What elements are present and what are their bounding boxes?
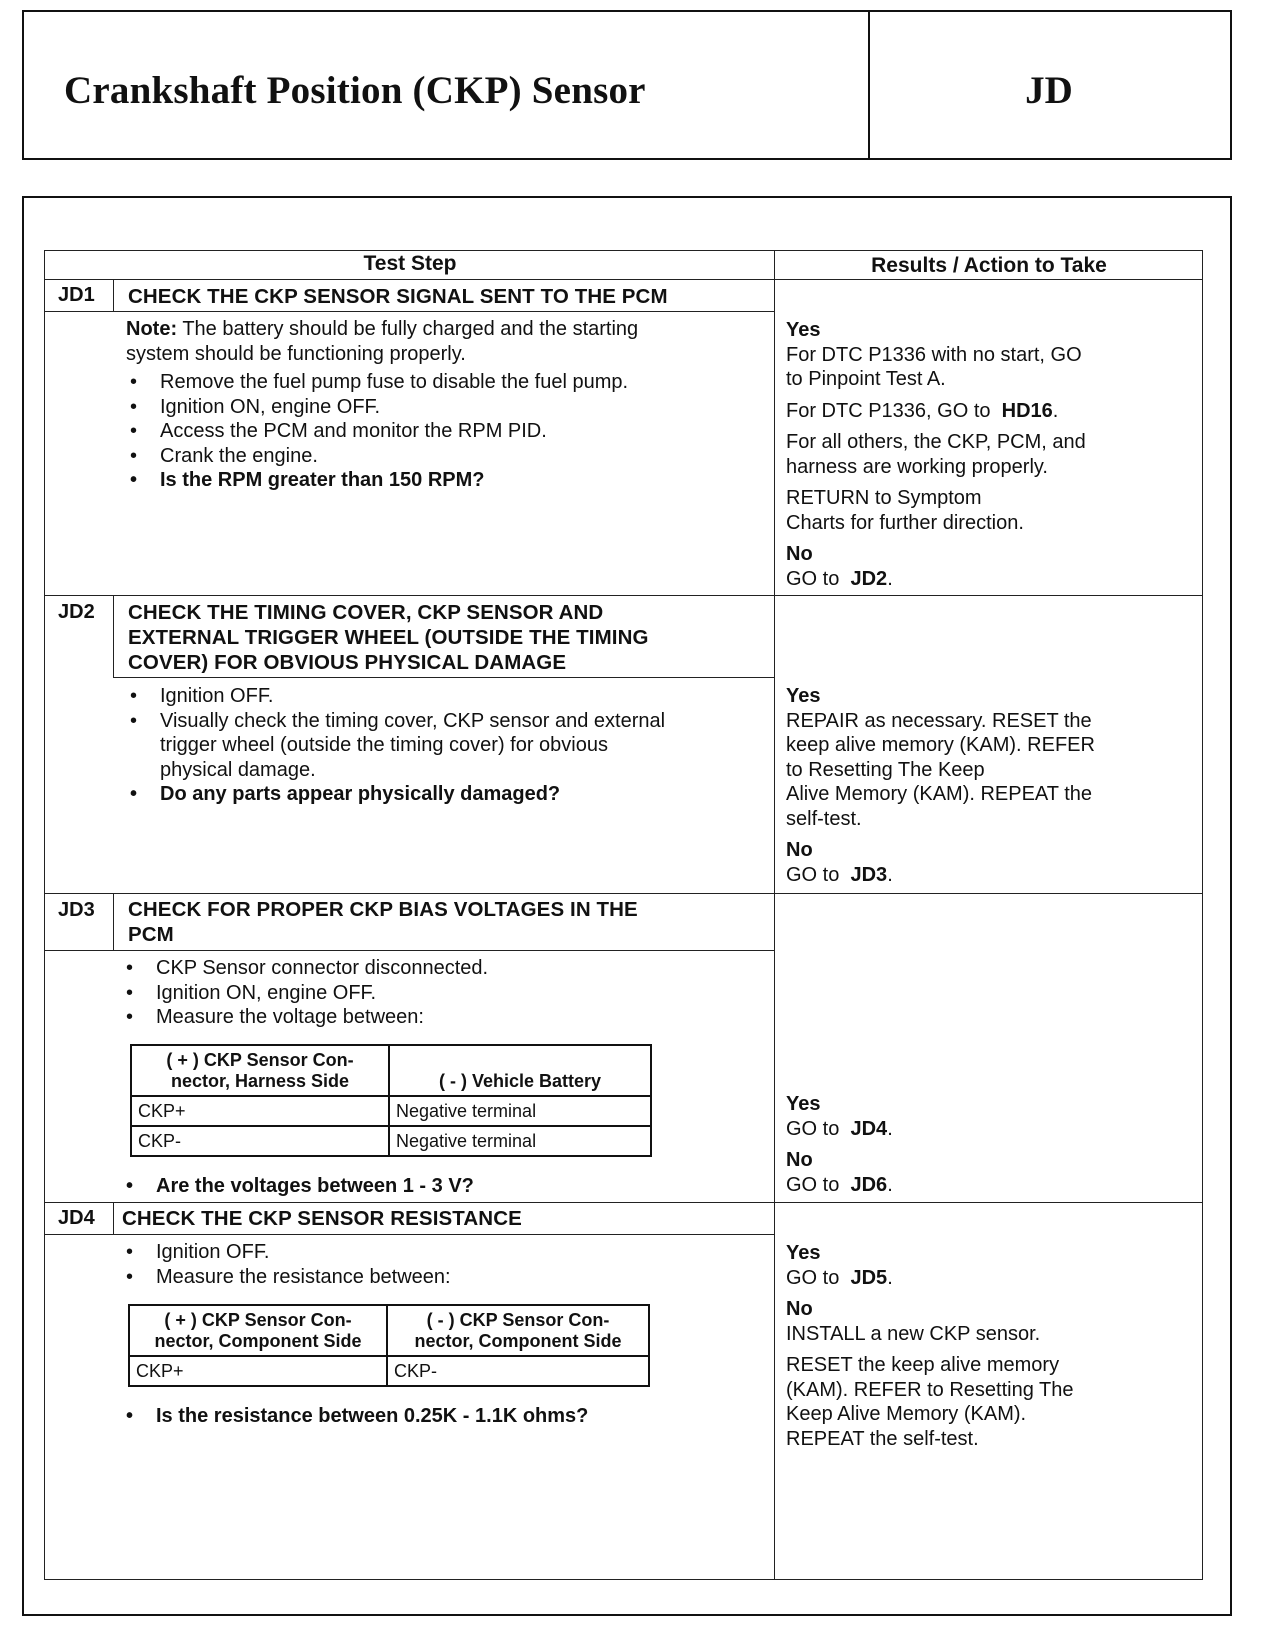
step-results: Yes GO to JD5. No INSTALL a new CKP sensor. RESET the keep alive memory (KAM). REFER to Resetting The Keep Alive Memory (KAM). REPEAT the self-test. <box>786 1241 1196 1458</box>
step-reference: JD3 <box>850 863 888 886</box>
table-cell: Negative terminal <box>389 1126 651 1156</box>
step-title-line: CHECK FOR PROPER CKP BIAS VOLTAGES IN THE <box>128 898 638 921</box>
result-line: INSTALL a new CKP sensor. <box>786 1322 1041 1345</box>
table-header: ( - ) CKP Sensor Con- nector, Component Side <box>387 1305 649 1356</box>
no-label: No <box>786 1149 813 1171</box>
step-body <box>122 1404 762 1429</box>
step-question: • Is the resistance between 0.25K - 1.1K ohms? <box>122 1404 762 1429</box>
table-row <box>131 1096 651 1126</box>
list-item: • CKP Sensor connector disconnected. <box>122 956 762 981</box>
step-id: JD2 <box>58 601 95 623</box>
step-body <box>122 956 762 1030</box>
list-item: • Crank the engine. <box>126 444 766 469</box>
row-divider <box>44 279 1203 280</box>
yes-label: Yes <box>786 319 821 341</box>
list-item: • Measure the resistance between: <box>122 1265 762 1290</box>
table-cell: CKP+ <box>131 1096 389 1126</box>
result-line: For all others, the CKP, PCM, and <box>786 431 1086 453</box>
voltage-measurement-table <box>130 1044 652 1157</box>
row-divider <box>44 1202 1203 1203</box>
table-row <box>131 1126 651 1156</box>
result-line: harness are working properly. <box>786 455 1048 478</box>
step-question: • Are the voltages between 1 - 3 V? <box>122 1174 762 1199</box>
pinpoint-test-code: JD <box>1025 69 1073 112</box>
note-text: system should be functioning properly. <box>126 342 466 365</box>
yes-label: Yes <box>786 1242 821 1264</box>
step-results: Yes For DTC P1336 with no start, GO to Pinpoint Test A. For DTC P1336, GO to HD16. For all others, the CKP, PCM, and harness are working properly. RETURN to Symptom Charts for further direction. No GO to JD2. <box>786 318 1196 591</box>
note-text: The battery should be fully charged and the starting <box>182 318 639 340</box>
result-line: For DTC P1336 with no start, GO <box>786 343 1082 366</box>
no-label: No <box>786 1298 813 1320</box>
step-question: • Do any parts appear physically damaged? <box>126 782 766 807</box>
step-title <box>122 1206 522 1231</box>
yes-label: Yes <box>786 1093 821 1115</box>
list-item: • Visually check the timing cover, CKP sensor and external trigger wheel (outside the timing cover) for obvious physical damage. <box>126 709 766 783</box>
result-line: GO to <box>786 567 840 590</box>
table-cell: CKP+ <box>129 1356 387 1386</box>
row-divider <box>44 1234 774 1235</box>
list-item: • Ignition OFF. <box>126 684 766 709</box>
list-item: • Ignition OFF. <box>122 1240 762 1265</box>
result-line: GO to <box>786 1117 840 1140</box>
note-label: Note: <box>126 318 178 340</box>
step-title-line: CHECK THE CKP SENSOR RESISTANCE <box>122 1207 522 1230</box>
list-item: • Ignition ON, engine OFF. <box>122 981 762 1006</box>
row-divider <box>44 311 774 312</box>
step-title <box>128 284 668 309</box>
result-line: to Pinpoint Test A. <box>786 368 946 390</box>
table-cell: CKP- <box>387 1356 649 1386</box>
step-body <box>122 1240 762 1289</box>
step-id-divider <box>113 279 114 311</box>
step-title <box>128 600 768 675</box>
table-header: ( - ) Vehicle Battery <box>389 1045 651 1096</box>
no-label: No <box>786 839 813 861</box>
step-id-divider <box>113 893 114 950</box>
result-line: GO to <box>786 1173 840 1196</box>
table-cell: CKP- <box>131 1126 389 1156</box>
step-id: JD1 <box>58 284 95 306</box>
step-reference: HD16 <box>1001 399 1053 422</box>
step-title-line: PCM <box>128 923 174 946</box>
step-title-line: COVER) FOR OBVIOUS PHYSICAL DAMAGE <box>128 651 567 674</box>
column-divider <box>774 250 775 1580</box>
yes-label: Yes <box>786 685 821 707</box>
result-line: Charts for further direction. <box>786 511 1024 534</box>
row-divider <box>44 893 1203 894</box>
table-header: ( + ) CKP Sensor Con- nector, Component Side <box>129 1305 387 1356</box>
step-title-line: CHECK THE CKP SENSOR SIGNAL SENT TO THE PCM <box>128 285 668 308</box>
list-item: • Access the PCM and monitor the RPM PID. <box>126 419 766 444</box>
step-reference: JD6 <box>850 1173 888 1196</box>
step-id: JD4 <box>58 1207 95 1229</box>
table-header: ( + ) CKP Sensor Con- nector, Harness Side <box>131 1045 389 1096</box>
step-reference: JD5 <box>850 1266 888 1289</box>
step-body <box>122 1174 762 1199</box>
list-item: • Ignition ON, engine OFF. <box>126 395 766 420</box>
column-header-results: Results / Action to Take <box>871 254 1107 277</box>
step-question: • Is the RPM greater than 150 RPM? <box>126 468 766 493</box>
row-divider <box>113 677 774 678</box>
list-item: • Remove the fuel pump fuse to disable the fuel pump. <box>126 370 766 395</box>
result-line: GO to <box>786 1266 840 1289</box>
result-line: GO to <box>786 863 840 886</box>
step-id-divider <box>113 1202 114 1234</box>
step-id-divider <box>113 595 114 678</box>
step-id: JD3 <box>58 899 95 921</box>
table-cell: Negative terminal <box>389 1096 651 1126</box>
note <box>126 317 766 342</box>
step-results: Yes GO to JD4. No GO to JD6. <box>786 1092 1196 1197</box>
page-title: Crankshaft Position (CKP) Sensor <box>64 69 646 112</box>
step-body <box>126 317 766 493</box>
step-reference: JD2 <box>850 567 888 590</box>
result-line: For DTC P1336, GO to <box>786 399 991 422</box>
column-header-test-step: Test Step <box>363 252 457 275</box>
step-reference: JD4 <box>850 1117 888 1140</box>
row-divider <box>44 595 1203 596</box>
step-title-line: EXTERNAL TRIGGER WHEEL (OUTSIDE THE TIMING <box>128 626 649 649</box>
step-results: Yes REPAIR as necessary. RESET the keep alive memory (KAM). REFER to Resetting The Keep Alive Memory (KAM). REPEAT the self-test. No GO to JD3. <box>786 684 1196 887</box>
step-title-line: CHECK THE TIMING COVER, CKP SENSOR AND <box>128 601 604 624</box>
step-title <box>128 897 768 947</box>
resistance-measurement-table <box>128 1304 650 1387</box>
no-label: No <box>786 543 813 565</box>
row-divider <box>44 950 774 951</box>
list-item: • Measure the voltage between: <box>122 1005 762 1030</box>
step-body <box>126 684 766 807</box>
table-row <box>129 1356 649 1386</box>
result-line: RETURN to Symptom <box>786 487 982 509</box>
page-header <box>22 10 1232 160</box>
